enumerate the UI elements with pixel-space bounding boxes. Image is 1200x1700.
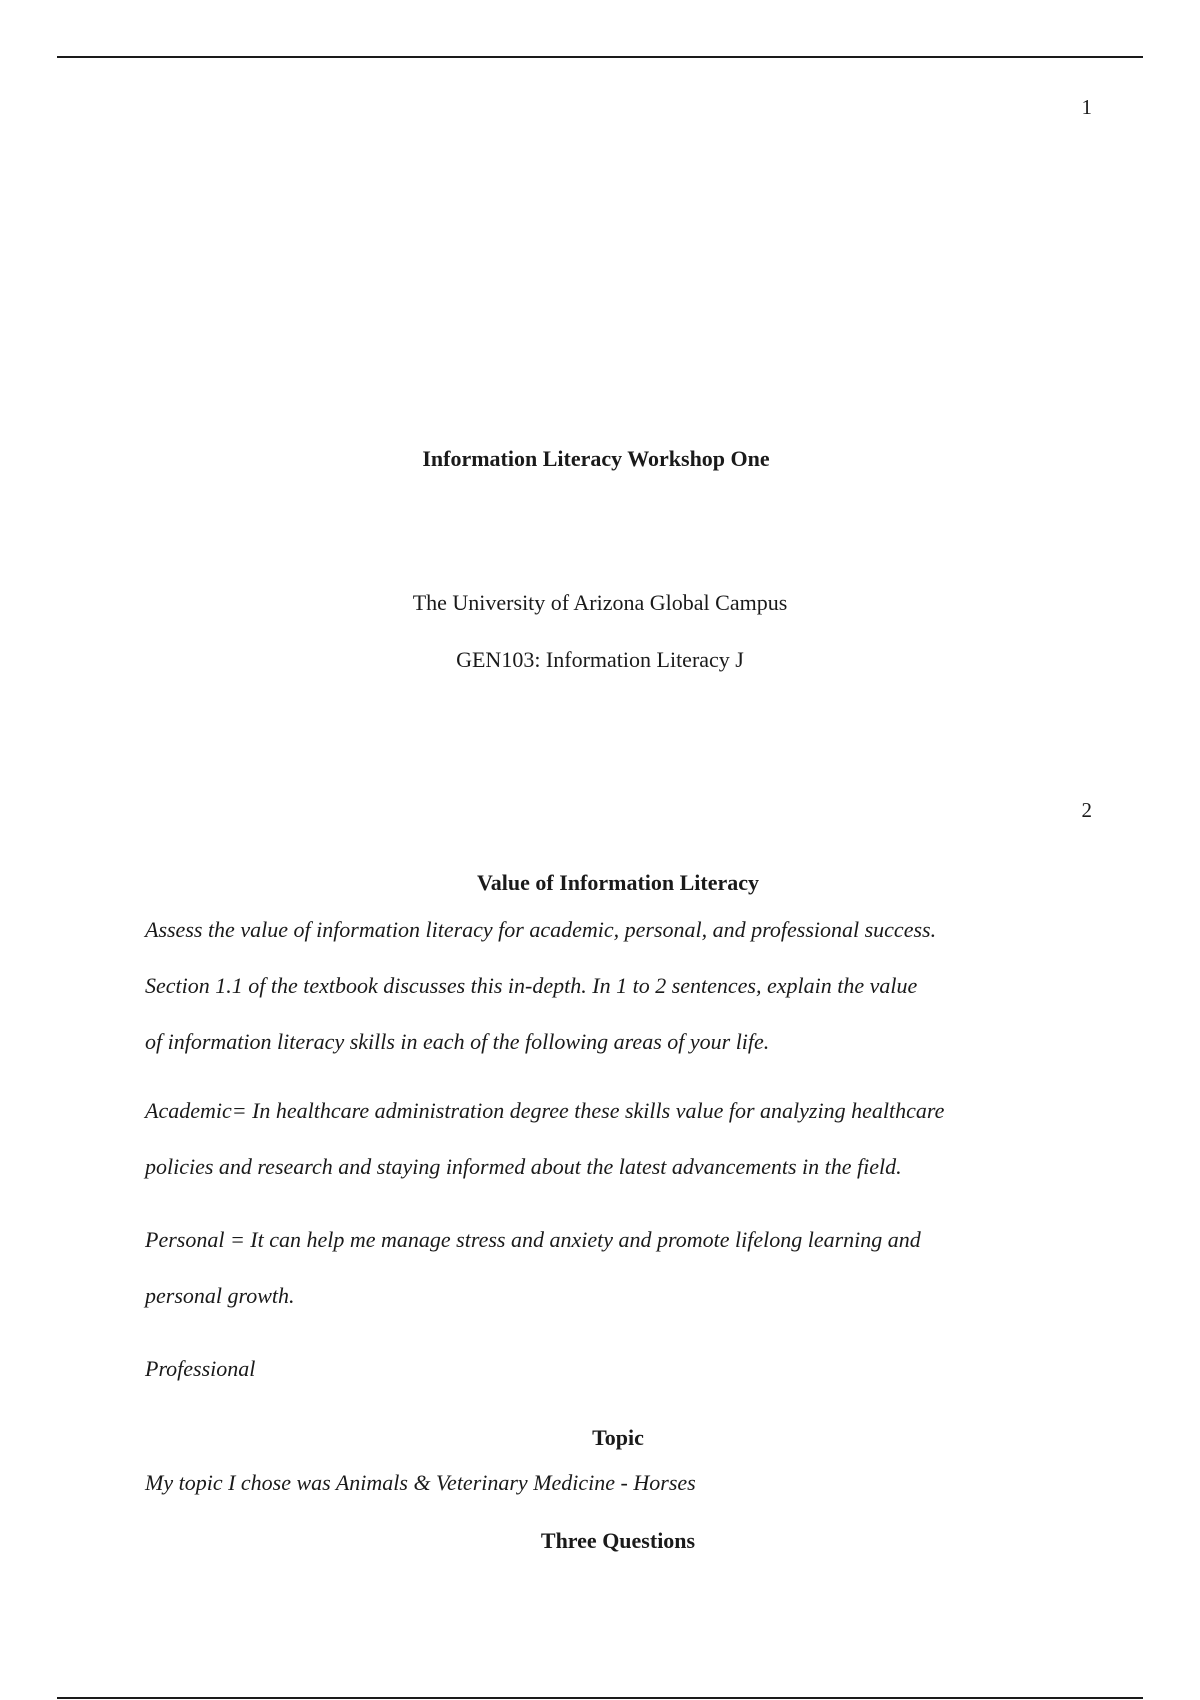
prompt-line: Assess the value of information literacy for academic, personal, and professional success. [145, 917, 937, 942]
assignment-prompt [145, 902, 1045, 1070]
value-heading: Value of Information Literacy [476, 870, 760, 895]
three-questions-heading: Three Questions [540, 1528, 696, 1553]
academic-answer [145, 1083, 1045, 1195]
personal-answer [145, 1212, 1045, 1324]
prompt-line: Section 1.1 of the textbook discusses this in-depth. In 1 to 2 sentences, explain the value [145, 973, 918, 998]
document-title: Information Literacy Workshop One [422, 446, 770, 471]
bottom-page-rule [57, 1697, 1143, 1699]
page-number-1: 1 [1081, 95, 1092, 119]
professional-label: Professional [145, 1356, 256, 1381]
institution-name: The University of Arizona Global Campus [412, 590, 788, 615]
personal-line: personal growth. [145, 1283, 295, 1308]
top-page-rule [57, 56, 1143, 58]
personal-line: Personal = It can help me manage stress and anxiety and promote lifelong learning and [145, 1227, 921, 1252]
prompt-line: of information literacy skills in each of the following areas of your life. [145, 1029, 770, 1054]
page-number-2: 2 [1081, 798, 1092, 822]
course-name: GEN103: Information Literacy J [456, 647, 744, 672]
topic-heading: Topic [592, 1425, 644, 1450]
academic-line: policies and research and staying informed about the latest advancements in the field. [145, 1154, 902, 1179]
academic-line: Academic= In healthcare administration degree these skills value for analyzing healthcare [145, 1098, 945, 1123]
topic-text: My topic I chose was Animals & Veterinary Medicine - Horses [145, 1470, 696, 1495]
